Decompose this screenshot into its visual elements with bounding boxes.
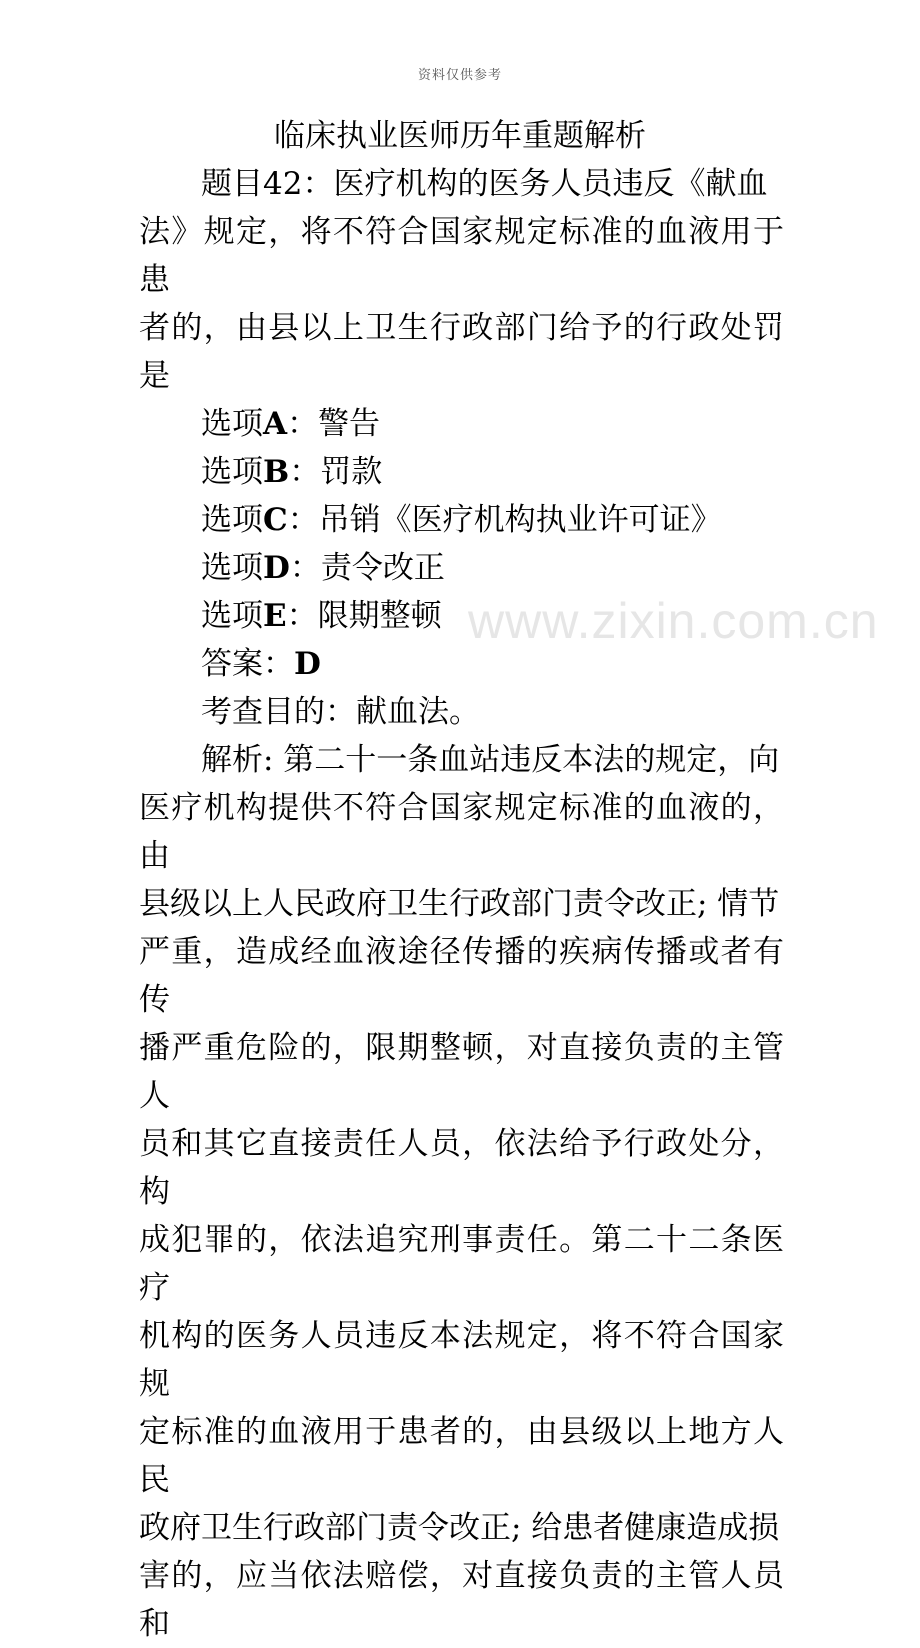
analysis-line: 员和其它直接责任人员，依法给予行政处分，构 <box>139 1126 784 1210</box>
option-a <box>139 400 784 448</box>
option-label: 选项 <box>201 550 263 586</box>
question-line: 法》规定，将不符合国家规定标准的血液用于患 <box>139 214 784 298</box>
analysis-line: 严重，造成经血液途径传播的疾病传播或者有传 <box>139 934 784 1018</box>
analysis-line: 机构的医务人员违反本法规定，将不符合国家规 <box>139 1318 784 1402</box>
option-separator: ： <box>287 406 319 442</box>
analysis-line: 害的，应当依法赔偿，对直接负责的主管人员和 <box>139 1558 784 1642</box>
option-e <box>139 592 784 640</box>
option-text: 限期整顿 <box>317 598 442 634</box>
option-separator: ： <box>289 550 321 586</box>
watermark: www.zixin.com.cn <box>468 593 879 649</box>
analysis-line: 解析: 第二十一条血站违反本法的规定，向 <box>201 742 780 778</box>
answer-label: 答案： <box>201 646 294 682</box>
purpose-label: 考查目的： <box>201 694 356 730</box>
option-text: 责令改正 <box>320 550 445 586</box>
document-body <box>139 160 784 1648</box>
option-separator: ： <box>289 454 321 490</box>
question-paragraph <box>139 160 784 400</box>
document-title: 临床执业医师历年重题解析 <box>274 118 646 154</box>
answer-line <box>139 640 784 688</box>
option-text: 吊销《医疗机构执业许可证》 <box>318 502 722 538</box>
option-label: 选项 <box>201 598 263 634</box>
analysis-line: 医疗机构提供不符合国家规定标准的血液的，由 <box>139 790 784 874</box>
option-d <box>139 544 784 592</box>
analysis-line: 播严重危险的，限期整顿，对直接负责的主管人 <box>139 1030 784 1114</box>
analysis-line: 政府卫生行政部门责令改正; 给患者健康造成损 <box>139 1510 780 1546</box>
option-label: 选项 <box>201 502 263 538</box>
option-text: 警告 <box>318 406 381 442</box>
purpose-line <box>139 688 784 736</box>
option-text: 罚款 <box>320 454 383 490</box>
option-separator: ： <box>287 502 319 538</box>
option-c <box>139 496 784 544</box>
analysis-line: 县级以上人民政府卫生行政部门责令改正; 情节 <box>139 886 780 922</box>
option-letter: B <box>263 454 290 490</box>
answer-value: D <box>294 646 321 682</box>
option-letter: A <box>263 406 288 442</box>
option-letter: D <box>263 550 290 586</box>
header-note: 资料仅供参考 <box>417 68 502 83</box>
question-line: 题目42：医疗机构的医务人员违反《献血 <box>201 166 768 202</box>
analysis-line: 成犯罪的，依法追究刑事责任。第二十二条医疗 <box>139 1222 784 1306</box>
option-letter: E <box>263 598 287 634</box>
purpose-value: 献血法。 <box>356 694 480 730</box>
option-b <box>139 448 784 496</box>
analysis-line: 定标准的血液用于患者的，由县级以上地方人民 <box>139 1414 784 1498</box>
option-letter: C <box>263 502 288 538</box>
analysis-paragraph <box>139 736 784 1648</box>
option-label: 选项 <box>201 454 263 490</box>
option-separator: ： <box>286 598 318 634</box>
question-line: 者的，由县以上卫生行政部门给予的行政处罚是 <box>139 310 784 394</box>
option-label: 选项 <box>201 406 263 442</box>
